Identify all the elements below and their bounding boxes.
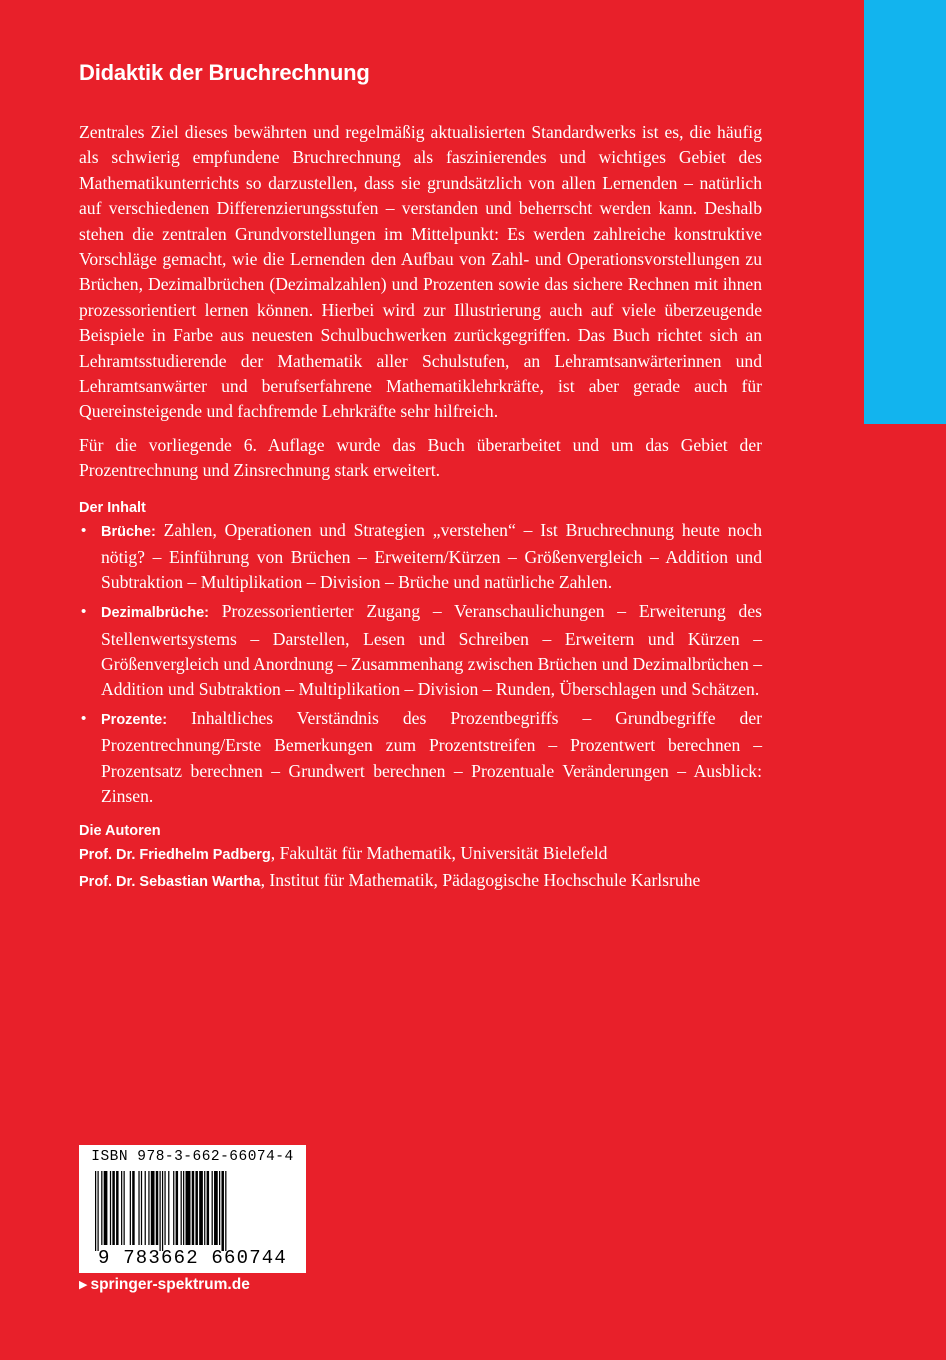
author-entry (79, 868, 762, 895)
barcode-bar-29 (204, 1171, 205, 1245)
barcode-bar-28 (199, 1171, 203, 1245)
barcode-bar-3 (104, 1171, 108, 1245)
barcode-bar-13 (145, 1171, 146, 1245)
contents-heading: Der Inhalt (79, 499, 146, 516)
description-paragraph-1: Zentrales Ziel dieses bewährten und regelmäßig aktualisierten Standardwerks ist es, die häufig als schwierig empfundene Bruchrechnung als faszinierendes und wichtiges Gebiet des Mathematikunterrichts so darzustellen, dass sie grundsätzlich von allen Lernenden – natürlich auf verschiedenen Differenzierungsstufen – verstanden und beherrscht werden kann. Deshalb stehen die zentralen Grundvorstellungen im Mittelpunkt: Es werden zahlreiche konstruktive Vorschläge gemacht, wie die Lernenden den Aufbau von Zahl- und Operationsvorstellungen zu Brüchen, Dezimalbrüchen (Dezimalzahlen) und Prozenten sowie das sichere Rechnen mit ihnen prozessorientiert lernen können. Hierbei wird zur Illustrierung auch auf viele überzeugende Beispiele in Farbe aus neuesten Schulbuchwerken zurückgegriffen. Das Buch richtet sich an Lehramtsstudierende der Mathematik aller Schulstufen, an Lehramtsanwärterinnen und Lehramtsanwärter und berufserfahrene Mathematiklehrkräfte, ist aber gerade auch für Quereinsteigende und fachfremde Lehrkräfte sehr hilfreich. (79, 122, 762, 422)
barcode-bar-10 (132, 1171, 134, 1245)
author-name: Prof. Dr. Sebastian Wartha (79, 874, 261, 891)
barcode-bar-15 (151, 1171, 155, 1245)
barcode-bar-4 (110, 1171, 111, 1245)
contents-item-dezimalbrueche (79, 599, 762, 702)
barcode-bar-34 (221, 1171, 223, 1251)
bullet-icon: • (81, 710, 87, 728)
author-name: Prof. Dr. Friedhelm Padberg (79, 846, 271, 863)
barcode-bar-25 (186, 1171, 191, 1245)
barcode-bar-0 (95, 1171, 96, 1251)
barcode-bar-5 (112, 1171, 114, 1245)
bullet-icon: • (81, 603, 87, 621)
barcode-bar-12 (141, 1171, 142, 1245)
isbn-barcode (79, 1145, 306, 1273)
barcode-bar-20 (168, 1171, 169, 1245)
barcode-bar-35 (225, 1171, 226, 1251)
authors-heading: Die Autoren (79, 822, 161, 839)
barcode-bar-32 (214, 1171, 218, 1245)
barcode-bar-7 (121, 1171, 122, 1245)
barcode-bar-18 (162, 1171, 163, 1251)
barcode-bar-14 (148, 1171, 149, 1245)
accent-bar (864, 0, 946, 424)
barcode-bar-16 (156, 1171, 158, 1245)
publisher-link[interactable] (79, 1276, 250, 1294)
arrow-right-icon: ▶ (79, 1279, 88, 1291)
barcode-bar-26 (192, 1171, 194, 1245)
author-entry (79, 841, 762, 868)
back-cover-text (79, 60, 762, 895)
barcode-bar-33 (219, 1171, 220, 1245)
contents-text: Prozessorientierter Zugang – Veranschaulichungen – Erweiterung des Stellenwertsystems – Darstellen, Lesen und Schreiben – Erweitern und Kürzen – Größenvergleich und Anordnung – Zusammenhang zwischen Brüchen und Dezimalbrüchen – Addition und Subtraktion – Multiplikation – Division – Runden, Überschlagen und Schätzen. (101, 601, 762, 699)
contents-text: Inhaltliches Verständnis des Prozentbegriffs – Grundbegriffe der Prozentrechnung/Erste Bemerkungen zum Prozentstreifen – Prozentwert berechnen – Prozentsatz berechnen – Grundwert berechnen – Prozentuale Veränderungen – Ausblick: Zinsen. (101, 708, 762, 806)
contents-term: Dezimalbrüche: (101, 605, 209, 622)
barcode-bar-9 (130, 1171, 131, 1245)
barcode-digits: 9 783662 660744 (97, 1247, 288, 1269)
barcode-bar-2 (101, 1171, 102, 1245)
contents-list (79, 518, 762, 809)
contents-term: Brüche: (101, 523, 156, 540)
author-affiliation: , Fakultät für Mathematik, Universität Bielefeld (270, 842, 608, 863)
book-title: Didaktik der Bruchrechnung (79, 60, 370, 85)
barcode-bar-27 (195, 1171, 197, 1245)
barcode-bar-31 (212, 1171, 213, 1245)
publisher-url: springer-spektrum.de (90, 1276, 250, 1293)
barcode-bar-8 (124, 1171, 125, 1245)
barcode-bar-6 (116, 1171, 118, 1245)
contents-item-brueche (79, 518, 762, 596)
barcode-bar-19 (164, 1171, 165, 1245)
description-paragraph-2: Für die vorliegende 6. Auflage wurde das Buch überarbeitet und um das Gebiet der Prozentrechnung und Zinsrechnung stark erweitert. (79, 434, 762, 481)
contents-term: Prozente: (101, 712, 168, 729)
author-affiliation: , Institut für Mathematik, Pädagogische Hochschule Karlsruhe (260, 870, 701, 891)
barcode-bar-17 (159, 1171, 160, 1251)
barcode-bar-30 (207, 1171, 209, 1245)
isbn-label: ISBN 978-3-662-66074-4 (91, 1149, 294, 1165)
barcode-bar-23 (181, 1171, 182, 1245)
barcode-bar-24 (183, 1171, 184, 1245)
barcode-bar-1 (97, 1171, 98, 1251)
contents-item-prozente (79, 706, 762, 809)
contents-text: Zahlen, Operationen und Strategien „verstehen“ – Ist Bruchrechnung heute noch nötig? – Einführung von Brüchen – Erweitern/Kürzen – Größenvergleich – Addition und Subtraktion – Multiplikation – Division – Brüche und natürliche Zahlen. (101, 519, 762, 593)
barcode-bar-11 (138, 1171, 139, 1245)
barcode-bar-22 (176, 1171, 178, 1245)
bullet-icon: • (81, 521, 87, 539)
barcode-bars (93, 1171, 292, 1251)
barcode-bar-21 (173, 1171, 174, 1245)
